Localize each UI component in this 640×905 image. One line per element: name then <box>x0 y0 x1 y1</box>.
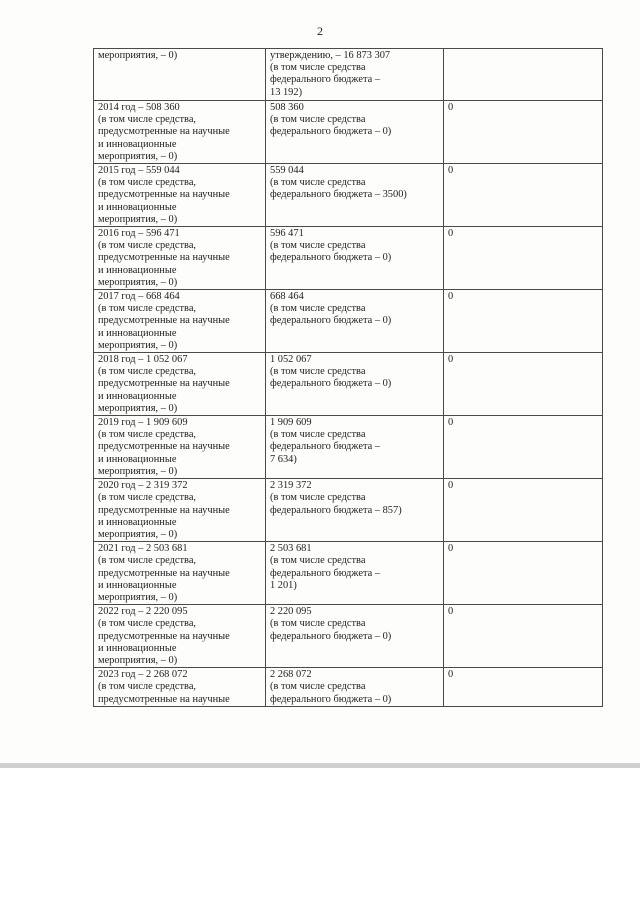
table-row <box>94 605 603 668</box>
other-sources-cell: 0 <box>444 542 603 605</box>
other-sources-cell <box>444 49 603 101</box>
year-total-cell: 2021 год – 2 503 681 (в том числе средства, предусмотренные на научные и инновационные мероприятия, – 0) <box>94 542 266 605</box>
budget-amount-cell: 559 044 (в том числе средства федерального бюджета – 3500) <box>266 164 444 227</box>
year-total-cell: 2017 год – 668 464 (в том числе средства, предусмотренные на научные и инновационные мероприятия, – 0) <box>94 290 266 353</box>
year-total-cell: 2020 год – 2 319 372 (в том числе средства, предусмотренные на научные и инновационные мероприятия, – 0) <box>94 479 266 542</box>
table-row <box>94 164 603 227</box>
table-row <box>94 49 603 101</box>
table-row <box>94 101 603 164</box>
table-row <box>94 290 603 353</box>
year-total-cell: 2015 год – 559 044 (в том числе средства, предусмотренные на научные и инновационные мероприятия, – 0) <box>94 164 266 227</box>
budget-amount-cell: 668 464 (в том числе средства федерального бюджета – 0) <box>266 290 444 353</box>
year-total-cell: 2018 год – 1 052 067 (в том числе средства, предусмотренные на научные и инновационные мероприятия, – 0) <box>94 353 266 416</box>
budget-amount-cell: 596 471 (в том числе средства федерального бюджета – 0) <box>266 227 444 290</box>
budget-amount-cell: 1 052 067 (в том числе средства федерального бюджета – 0) <box>266 353 444 416</box>
year-total-cell: 2022 год – 2 220 095 (в том числе средства, предусмотренные на научные и инновационные мероприятия, – 0) <box>94 605 266 668</box>
budget-amount-cell: 2 319 372 (в том числе средства федерального бюджета – 857) <box>266 479 444 542</box>
other-sources-cell: 0 <box>444 479 603 542</box>
other-sources-cell: 0 <box>444 416 603 479</box>
year-total-cell: 2014 год – 508 360 (в том числе средства, предусмотренные на научные и инновационные мероприятия, – 0) <box>94 101 266 164</box>
table-row <box>94 353 603 416</box>
table-row <box>94 668 603 707</box>
funding-table-body <box>94 49 603 707</box>
year-total-cell: 2019 год – 1 909 609 (в том числе средства, предусмотренные на научные и инновационные мероприятия, – 0) <box>94 416 266 479</box>
other-sources-cell: 0 <box>444 227 603 290</box>
year-total-cell: 2023 год – 2 268 072 (в том числе средства, предусмотренные на научные <box>94 668 266 707</box>
other-sources-cell: 0 <box>444 668 603 707</box>
year-total-cell: 2016 год – 596 471 (в том числе средства, предусмотренные на научные и инновационные мероприятия, – 0) <box>94 227 266 290</box>
funding-table <box>93 48 603 707</box>
other-sources-cell: 0 <box>444 605 603 668</box>
budget-amount-cell: 1 909 609 (в том числе средства федерального бюджета – 7 634) <box>266 416 444 479</box>
other-sources-cell: 0 <box>444 164 603 227</box>
budget-amount-cell: 508 360 (в том числе средства федерального бюджета – 0) <box>266 101 444 164</box>
page-number: 2 <box>317 24 323 38</box>
year-total-cell: мероприятия, – 0) <box>94 49 266 101</box>
table-row <box>94 416 603 479</box>
other-sources-cell: 0 <box>444 353 603 416</box>
table-row <box>94 479 603 542</box>
budget-amount-cell: утверждению, – 16 873 307 (в том числе средства федерального бюджета – 13 192) <box>266 49 444 101</box>
table-row <box>94 227 603 290</box>
budget-amount-cell: 2 220 095 (в том числе средства федерального бюджета – 0) <box>266 605 444 668</box>
other-sources-cell: 0 <box>444 101 603 164</box>
other-sources-cell: 0 <box>444 290 603 353</box>
budget-amount-cell: 2 503 681 (в том числе средства федерального бюджета – 1 201) <box>266 542 444 605</box>
budget-amount-cell: 2 268 072 (в том числе средства федерального бюджета – 0) <box>266 668 444 707</box>
table-row <box>94 542 603 605</box>
